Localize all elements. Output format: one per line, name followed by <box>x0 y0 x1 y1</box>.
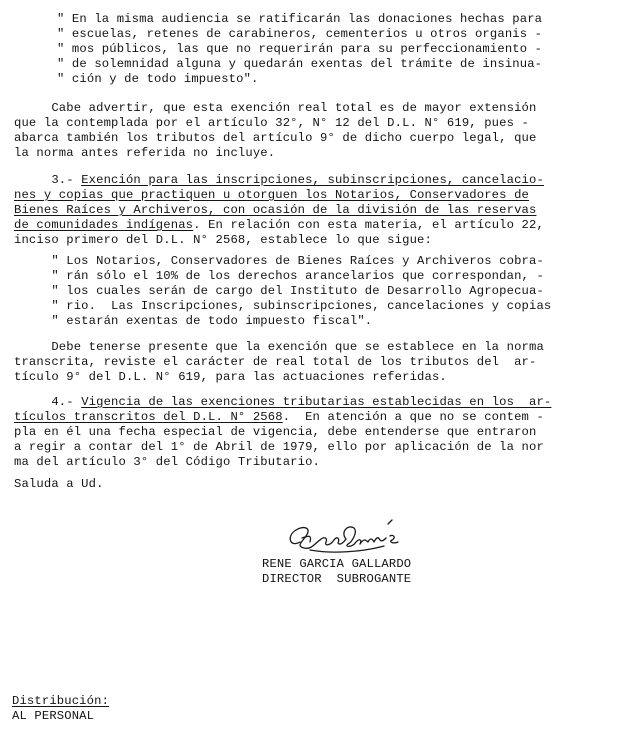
section4-line <box>14 410 544 424</box>
section3-line <box>14 203 536 217</box>
signer-name: RENE GARCIA GALLARDO <box>262 557 412 571</box>
quote1-line: " mos públicos, las que no requerirán para su perfeccionamiento - <box>57 42 543 56</box>
quote2-line: " rio. Las Inscripciones, subinscripciones, cancelaciones y copias <box>14 299 552 313</box>
section3-heading: Exención para las inscripciones, subinscripciones, cancelacio- <box>81 173 544 187</box>
section4-line: ma del artículo 3° del Código Tributario. <box>14 455 321 469</box>
section4-line: pla en él una fecha especial de vigencia, debe entenderse que entraron <box>14 425 537 439</box>
signer-title: DIRECTOR SUBROGANTE <box>262 572 412 586</box>
distribution-heading: Distribución: <box>12 694 110 708</box>
section3-line <box>14 173 544 187</box>
section4-heading: Vigencia de las exenciones tributarias establecidas en los ar- <box>81 395 552 409</box>
quote2-line: " estarán exentas de todo impuesto fiscal". <box>14 314 373 328</box>
para2-line: tículo 9° del D.L. N° 619, para las actuaciones referidas. <box>14 370 447 384</box>
para2-line: transcrita, reviste el carácter de real total de los tributos del ar- <box>14 355 537 369</box>
section3-heading: nes y copias que practiquen u otorguen los Notarios, Conservadores de <box>14 188 529 202</box>
section4-line: a regir a contar del 1° de Abril de 1979, ello por aplicación de la nor <box>14 440 544 454</box>
section4-heading: tículos transcritos del D.L. N° 2568 <box>14 410 283 424</box>
distribution-recipient: AL PERSONAL <box>12 709 95 723</box>
section3-line <box>14 188 529 202</box>
quote1-line: " ción y de todo impuesto". <box>57 72 259 86</box>
para1-line: abarca también los tributos del artículo 9° de dicho cuerpo legal, que <box>14 131 537 145</box>
section3-text: . En relación con esta materia, el artículo 22, <box>193 218 544 232</box>
section3-number: 3.- <box>14 173 82 187</box>
quote2-line: " los cuales serán de cargo del Instituto de Desarrollo Agropecua- <box>14 284 544 298</box>
para2-line: Debe tenerse presente que la exención que se establece en la norma <box>14 340 544 354</box>
para1-line: que la contemplada por el artículo 32°, N° 12 del D.L. N° 619, pues - <box>14 116 529 130</box>
section4-number: 4.- <box>14 395 82 409</box>
section4-line <box>14 395 551 409</box>
quote1-line: " de solemnidad alguna y quedarán exentas del trámite de insinua- <box>57 57 543 71</box>
section3-heading: de comunidades indígenas <box>14 218 194 232</box>
quote1-line: " escuelas, retenes de carabineros, cementerios u otros organis - <box>57 27 543 41</box>
para1-line: la norma antes referida no incluye. <box>14 146 276 160</box>
quote2-line: " Los Notarios, Conservadores de Bienes Raíces y Archiveros cobra- <box>14 254 544 268</box>
section3-heading: Bienes Raíces y Archiveros, con ocasión de la división de las reservas <box>14 203 537 217</box>
closing-salutation: Saluda a Ud. <box>14 477 104 491</box>
section3-line <box>14 218 544 232</box>
quote1-line: " En la misma audiencia se ratificarán las donaciones hechas para <box>57 12 543 26</box>
quote2-line: " rán sólo el 10% de los derechos arancelarios que correspondan, - <box>14 269 544 283</box>
section3-line: inciso primero del D.L. N° 2568, establece lo que sigue: <box>14 233 432 247</box>
para1-line: Cabe advertir, que esta exención real total es de mayor extensión <box>14 101 537 115</box>
section4-text: . En atención a que no se contem - <box>282 410 544 424</box>
